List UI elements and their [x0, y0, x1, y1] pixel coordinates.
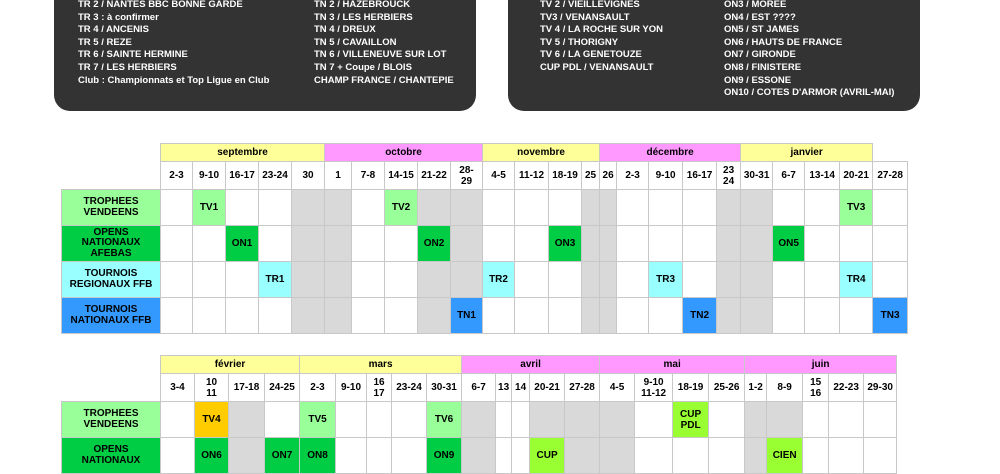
date-cell: 1-2 [745, 374, 767, 402]
event-label: TR1 [265, 274, 285, 285]
calendar-cell [600, 190, 617, 226]
calendar-cell [741, 298, 773, 334]
date-cell: 20-21 [530, 374, 565, 402]
calendar-cell [745, 402, 767, 438]
calendar-cell [709, 402, 745, 438]
date-cell: 14 [512, 374, 530, 402]
calendar-cell [864, 402, 897, 438]
calendar-cell [549, 298, 582, 334]
month-header: janvier [741, 144, 873, 162]
event-label: TN1 [457, 310, 476, 321]
row-label: TROPHEES VENDEENS [62, 190, 161, 226]
calendar-cell [336, 438, 367, 474]
calendar-cell [649, 226, 683, 262]
calendar-cell [717, 226, 741, 262]
calendar-cell [600, 402, 635, 438]
event-cell [683, 298, 717, 334]
legend-entry: ON6 / HAUTS DE FRANCE [724, 36, 843, 48]
month-header: juin [745, 356, 897, 374]
date-cell: 29-30 [864, 374, 897, 402]
calendar-cell [336, 402, 367, 438]
calendar-cell [451, 262, 483, 298]
month-header: mai [600, 356, 745, 374]
event-cell [195, 402, 229, 438]
legend-entry: TN 2 / HAZEBROUCK [314, 0, 411, 10]
calendar-cell [462, 402, 496, 438]
date-cell: 3-4 [161, 374, 195, 402]
legend-entry: TN 4 / DREUX [314, 24, 376, 36]
date-cell: 18-19 [549, 162, 582, 190]
calendar-cell [864, 438, 897, 474]
event-cell [767, 438, 803, 474]
legend-left-col1 [78, 0, 269, 87]
date-cell: 28- 29 [451, 162, 483, 190]
legend-entry: TR 4 / ANCENIS [78, 24, 149, 36]
calendar-cell [803, 402, 829, 438]
legend-right-col2 [724, 0, 894, 100]
event-label: ON7 [271, 450, 293, 461]
event-label: TV3 [846, 202, 866, 213]
calendar-cell [161, 190, 193, 226]
calendar-cell [515, 262, 549, 298]
calendar-cell [717, 298, 741, 334]
date-cell: 1 [325, 162, 352, 190]
date-cell: 27-28 [873, 162, 908, 190]
calendar-cell [451, 226, 483, 262]
event-cell [193, 190, 226, 226]
calendar-cell [530, 402, 565, 438]
calendar-cell [741, 262, 773, 298]
date-cell: 7-8 [352, 162, 385, 190]
row-label: TOURNOIS REGIONAUX FFB [62, 262, 161, 298]
legend-entry: CHAMP FRANCE / CHANTEPIE [314, 74, 454, 86]
calendar-cell [600, 226, 617, 262]
calendar-cell [617, 262, 649, 298]
calendar-cell [582, 262, 600, 298]
month-header: décembre [600, 144, 741, 162]
date-cell: 8-9 [767, 374, 803, 402]
legend-entry: ON4 / EST ???? [724, 11, 796, 23]
legend-entry: TN 3 / LES HERBIERS [314, 11, 413, 23]
event-cell [530, 438, 565, 474]
calendar-cell [549, 262, 582, 298]
calendar-cell [515, 298, 549, 334]
calendar-cell [873, 190, 908, 226]
event-cell [418, 226, 451, 262]
calendar-cell [325, 190, 352, 226]
calendar-cell [805, 190, 840, 226]
calendar-cell [683, 226, 717, 262]
event-label: CIEN [772, 450, 797, 461]
event-cell [427, 402, 462, 438]
calendar-cell [292, 298, 325, 334]
calendar-cell [549, 190, 582, 226]
calendar-cell [161, 402, 195, 438]
event-cell [483, 262, 515, 298]
date-cell: 11-12 [515, 162, 549, 190]
month-header: septembre [161, 144, 325, 162]
table-row [62, 402, 897, 438]
row-label: OPENS NATIONAUX AFEBAS [62, 226, 161, 262]
calendar-cell [649, 190, 683, 226]
date-cell: 2-3 [617, 162, 649, 190]
event-cell [259, 262, 292, 298]
legend-entry: ON3 / MOREE [724, 0, 787, 10]
event-cell [873, 298, 908, 334]
date-cell: 23 24 [717, 162, 741, 190]
event-label: ON6 [201, 450, 222, 461]
calendar-cell [873, 262, 908, 298]
event-label: TV4 [202, 414, 221, 425]
legend-entry: TR 2 / NANTES BBC BONNE GARDE [78, 0, 243, 10]
calendar-cell [717, 190, 741, 226]
event-label: CUP PDL [680, 408, 702, 431]
calendar-cell [161, 438, 195, 474]
event-cell [195, 438, 229, 474]
calendar-cell [451, 190, 483, 226]
calendar-cell [600, 298, 617, 334]
calendar-cell [259, 298, 292, 334]
event-cell [265, 438, 300, 474]
event-label: ON2 [423, 238, 445, 249]
date-cell: 23-24 [392, 374, 427, 402]
event-cell [451, 298, 483, 334]
calendar-cell [161, 226, 193, 262]
calendar-cell [565, 438, 600, 474]
calendar-cell [292, 226, 325, 262]
calendar-cell [840, 298, 873, 334]
event-label: TV2 [391, 202, 411, 213]
legend-entry: TV 2 / VIEILLEVIGNES [540, 0, 640, 10]
calendar-cell [161, 262, 193, 298]
legend-panel-right [508, 0, 920, 111]
corner-blank [62, 144, 161, 190]
calendar-cell [483, 298, 515, 334]
calendar-cell [673, 438, 709, 474]
calendar-cell [803, 438, 829, 474]
legend-entry: ON8 / FINISTERE [724, 61, 802, 73]
event-cell [649, 262, 683, 298]
calendar-cell [515, 226, 549, 262]
date-cell: 30 [292, 162, 325, 190]
calendar-cell [392, 402, 427, 438]
calendar-cell [292, 190, 325, 226]
month-header: novembre [483, 144, 600, 162]
calendar-cell [829, 402, 864, 438]
event-label: TR4 [846, 274, 866, 285]
row-label: OPENS NATIONAUX [62, 438, 161, 474]
calendar-cell [617, 226, 649, 262]
event-label: TR2 [489, 274, 508, 285]
calendar-sep-jan [61, 143, 908, 334]
calendar-cell [418, 262, 451, 298]
calendar-cell [773, 262, 805, 298]
table-row [62, 262, 908, 298]
calendar-cell [600, 262, 617, 298]
calendar-cell [462, 438, 496, 474]
table-row [62, 298, 908, 334]
event-label: CUP [536, 450, 558, 461]
calendar-cell [805, 262, 840, 298]
date-cell: 13 [496, 374, 512, 402]
calendar-cell [683, 262, 717, 298]
calendar-cell [741, 190, 773, 226]
calendar-cell [600, 438, 635, 474]
event-cell [840, 262, 873, 298]
calendar-cell [512, 402, 530, 438]
date-cell: 2-3 [161, 162, 193, 190]
calendar-cell [385, 298, 418, 334]
calendar-cell [709, 438, 745, 474]
month-header: février [161, 356, 300, 374]
calendar-cell [515, 190, 549, 226]
calendar-cell [193, 226, 226, 262]
calendar-cell [352, 190, 385, 226]
legend-entry: TV 5 / THORIGNY [540, 36, 619, 48]
calendar-cell [582, 298, 600, 334]
date-cell: 16 17 [367, 374, 392, 402]
event-cell [549, 226, 582, 262]
calendar-cell [193, 262, 226, 298]
date-cell: 22-23 [829, 374, 864, 402]
calendar-cell [385, 262, 418, 298]
date-cell: 23-24 [259, 162, 292, 190]
legend-entry: TN 7 + Coupe / BLOIS [314, 61, 412, 73]
event-label: TV1 [199, 202, 219, 213]
event-label: ON9 [433, 450, 455, 461]
legend-panel-left [54, 0, 476, 111]
date-cell: 16-17 [226, 162, 259, 190]
calendar-cell [496, 402, 512, 438]
date-cell: 9-10 [649, 162, 683, 190]
date-cell: 25 [582, 162, 600, 190]
corner-blank [62, 356, 161, 402]
event-cell [840, 190, 873, 226]
row-label: TROPHEES VENDEENS [62, 402, 161, 438]
legend-right-col1 [540, 0, 663, 75]
calendar-cell [767, 402, 803, 438]
legend-entry: TR 3 : à confirmer [78, 11, 159, 23]
calendar-cell [352, 298, 385, 334]
calendar-cell [635, 402, 673, 438]
calendar-cell [805, 298, 840, 334]
calendar-cell [325, 226, 352, 262]
date-cell: 20-21 [840, 162, 873, 190]
date-cell: 16-17 [683, 162, 717, 190]
calendar-cell [635, 438, 673, 474]
event-label: ON3 [554, 238, 576, 249]
event-label: TV6 [434, 414, 454, 425]
legend-entry: TV 4 / LA ROCHE SUR YON [540, 24, 663, 36]
table-row [62, 190, 908, 226]
date-cell: 27-28 [565, 374, 600, 402]
calendar-cell [292, 262, 325, 298]
calendar-cell [226, 298, 259, 334]
table-row [62, 438, 897, 474]
legend-entry: TN 6 / VILLENEUVE SUR LOT [314, 49, 447, 61]
month-header: mars [300, 356, 462, 374]
date-cell: 15 16 [803, 374, 829, 402]
legend-entry: ON9 / ESSONE [724, 74, 792, 86]
month-header: octobre [325, 144, 483, 162]
calendar-cell [512, 438, 530, 474]
calendar-cell [367, 438, 392, 474]
calendar-cell [259, 226, 292, 262]
calendar-cell [840, 226, 873, 262]
date-cell: 2-3 [300, 374, 336, 402]
event-label: TV5 [308, 414, 327, 425]
legend-entry: ON7 / GIRONDE [724, 49, 796, 61]
date-cell: 18-19 [673, 374, 709, 402]
legend-entry: ON5 / ST JAMES [724, 24, 799, 36]
event-cell [773, 226, 805, 262]
calendar-cell [193, 298, 226, 334]
legend-left-col2 [314, 0, 454, 87]
calendar-cell [229, 438, 265, 474]
calendar-cell [773, 298, 805, 334]
event-cell [385, 190, 418, 226]
calendar-cell [582, 226, 600, 262]
date-cell: 26 [600, 162, 617, 190]
date-cell: 30-31 [741, 162, 773, 190]
event-cell [300, 402, 336, 438]
calendar-cell [829, 438, 864, 474]
date-cell: 30-31 [427, 374, 462, 402]
calendar-cell [229, 402, 265, 438]
calendar-cell [649, 298, 683, 334]
calendar-cell [259, 190, 292, 226]
event-label: ON1 [231, 238, 253, 249]
calendar-cell [805, 226, 840, 262]
legend-entry: CUP PDL / VENANSAULT [540, 61, 654, 73]
calendar-cell [773, 190, 805, 226]
date-cell: 24-25 [265, 374, 300, 402]
event-label: TN3 [880, 310, 900, 321]
legend-entry: ON10 / COTES D'ARMOR (AVRIL-MAI) [724, 87, 895, 99]
calendar-feb-jun [61, 355, 897, 474]
date-cell: 4-5 [600, 374, 635, 402]
calendar-cell [565, 402, 600, 438]
calendar-cell [226, 190, 259, 226]
event-cell [427, 438, 462, 474]
date-cell: 17-18 [229, 374, 265, 402]
calendar-cell [617, 298, 649, 334]
legend-entry: TV3 / VENANSAULT [540, 11, 630, 23]
date-cell: 13-14 [805, 162, 840, 190]
calendar-cell [483, 190, 515, 226]
date-cell: 14-15 [385, 162, 418, 190]
calendar-cell [496, 438, 512, 474]
calendar-cell [226, 262, 259, 298]
calendar-cell [161, 298, 193, 334]
legend-entry: TV 6 / LA GENETOUZE [540, 49, 642, 61]
date-cell: 10 11 [195, 374, 229, 402]
event-cell [226, 226, 259, 262]
legend-entry: Club : Championnats et Top Ligue en Club [78, 74, 270, 86]
calendar-cell [741, 226, 773, 262]
calendar-cell [265, 402, 300, 438]
date-cell: 25-26 [709, 374, 745, 402]
event-label: TR3 [656, 274, 676, 285]
date-cell: 6-7 [773, 162, 805, 190]
date-cell: 9-10 [193, 162, 226, 190]
calendar-cell [582, 190, 600, 226]
calendar-cell [483, 226, 515, 262]
calendar-cell [352, 226, 385, 262]
calendar-cell [418, 298, 451, 334]
event-label: ON8 [307, 450, 328, 461]
legend-entry: TN 5 / CAVAILLON [314, 36, 397, 48]
legend-entry: TR 6 / SAINTE HERMINE [78, 49, 188, 61]
event-cell [300, 438, 336, 474]
event-label: TN2 [690, 310, 710, 321]
event-label: ON5 [778, 238, 799, 249]
calendar-cell [367, 402, 392, 438]
calendar-cell [617, 190, 649, 226]
calendar-cell [418, 190, 451, 226]
row-label: TOURNOIS NATIONAUX FFB [62, 298, 161, 334]
calendar-cell [325, 262, 352, 298]
date-cell: 9-10 11-12 [635, 374, 673, 402]
calendar-cell [325, 298, 352, 334]
calendar-cell [745, 438, 767, 474]
table-row [62, 226, 908, 262]
calendar-cell [385, 226, 418, 262]
date-cell: 21-22 [418, 162, 451, 190]
calendar-cell [717, 262, 741, 298]
event-cell [673, 402, 709, 438]
month-header: avril [462, 356, 600, 374]
date-cell: 9-10 [336, 374, 367, 402]
calendar-cell [352, 262, 385, 298]
calendar-cell [392, 438, 427, 474]
date-cell: 4-5 [483, 162, 515, 190]
date-cell: 6-7 [462, 374, 496, 402]
legend-entry: TR 7 / LES HERBIERS [78, 61, 177, 73]
calendar-cell [873, 226, 908, 262]
legend-entry: TR 5 / REZE [78, 36, 132, 48]
calendar-cell [683, 190, 717, 226]
